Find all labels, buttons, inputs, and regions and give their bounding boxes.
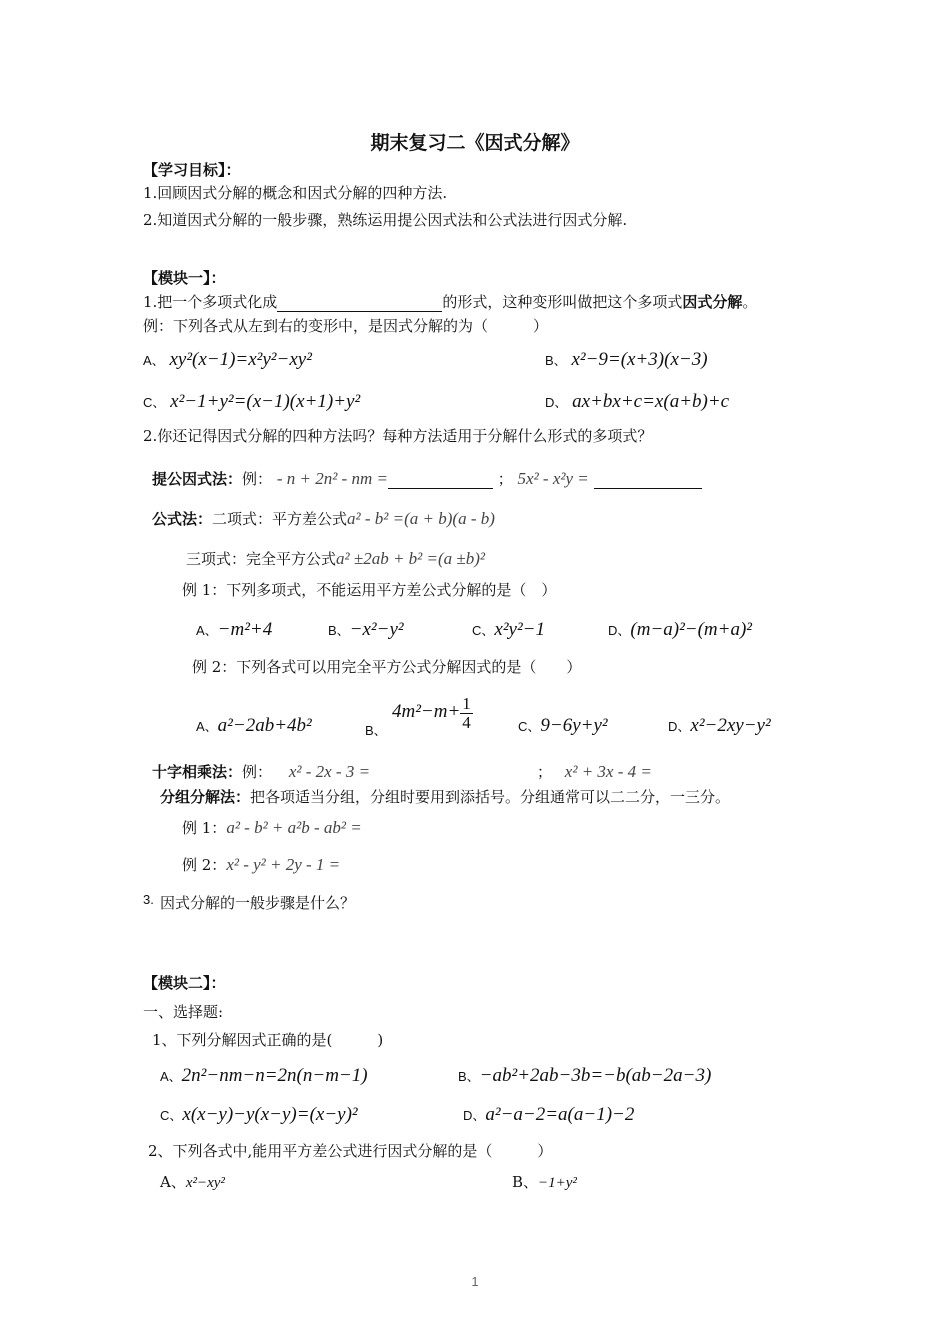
module1-q1	[143, 292, 757, 312]
ex2-option-d: D、x²−2xy−y²	[668, 715, 771, 736]
method3-expr1: x² - 2x - 3 =	[288, 762, 371, 781]
option-d: D、 ax+bx+c=x(a+b)+c	[545, 391, 730, 412]
q1-bold: 因式分解	[682, 293, 743, 311]
q1-post: 的形式，这种变形叫做把这个多项式	[442, 293, 683, 311]
method-formula-trinomial: 三项式：完全平方公式a² ±2ab + b² =(a ±b)²	[186, 549, 485, 568]
method-cross: 十字相乘法：例： x² - 2x - 3 =	[152, 762, 371, 781]
module2-section: 一、选择题:	[143, 1003, 224, 1021]
m2q1-option-d: D、a²−a−2=a(a−1)−2	[463, 1104, 635, 1125]
module2-q2-stem: 2、下列各式中,能用平方差公式进行因式分解的是（ ）	[148, 1142, 553, 1160]
m2q2-option-a: A、x²−xy²	[160, 1173, 225, 1191]
answer-blank[interactable]	[594, 470, 702, 489]
goal-item: 2.知道因式分解的一般步骤，熟练运用提公因式法和公式法进行因式分解.	[143, 211, 628, 229]
grouping-example2: 例 2：x² - y² + 2y - 1 =	[182, 855, 341, 874]
module1-example: 例：下列各式从左到右的变形中，是因式分解的为（ ）	[143, 317, 549, 335]
fraction: $\frac{1}{4}$	[462, 693, 471, 732]
goals-heading: 【学习目标】：	[143, 161, 241, 179]
ex1-option-b: B、−x²−y²	[328, 619, 404, 640]
option-c: C、 x²−1+y²=(x−1)(x+1)+y²	[143, 391, 361, 412]
example1-stem: 例 1：下列多项式，不能运用平方差公式分解的是（ ）	[182, 581, 557, 599]
q1-pre: 1.把一个多项式化成	[143, 293, 278, 311]
m2q2-option-b: B、−1+y²	[512, 1173, 577, 1191]
method3-second: ； x² + 3x - 4 =	[537, 762, 652, 781]
ex2-option-b: 4m²−m+ $\frac{1}{4}$	[392, 693, 471, 732]
diff-squares-formula: a² - b² =(a + b)(a - b)	[347, 509, 495, 528]
perfect-square-formula: a² ±2ab + b² =(a ±b)²	[336, 549, 485, 568]
ex2-option-a: A、a²−2ab+4b²	[196, 715, 312, 736]
m2q1-option-a: A、2n²−nm−n=2n(n−m−1)	[160, 1065, 368, 1086]
page-number: 1	[471, 1274, 479, 1289]
method-formula: 公式法：二项式：平方差公式a² - b² =(a + b)(a - b)	[152, 509, 495, 528]
m2q1-option-b: B、−ab²+2ab−3b=−b(ab−2a−3)	[458, 1065, 712, 1086]
ex1-option-c: C、x²y²−1	[472, 619, 545, 640]
ex1-option-a: A、−m²+4	[196, 619, 273, 640]
option-a: A、 xy²(x−1)=x²y²−xy²	[143, 349, 312, 370]
method1-expr1: - n + 2n² - nm =	[276, 469, 388, 488]
module1-q3: 因式分解的一般步骤是什么？	[160, 894, 356, 912]
q3-number: 3.	[143, 892, 154, 907]
goal-item: 1.回顾因式分解的概念和因式分解的四种方法.	[143, 184, 448, 202]
grouping-example1: 例 1：a² - b² + a²b - ab² =	[182, 818, 362, 837]
ex1-option-d: D、(m−a)²−(m+a)²	[608, 619, 752, 640]
answer-blank[interactable]	[277, 293, 442, 312]
answer-blank[interactable]	[388, 470, 493, 489]
method1-expr2: 5x² - x²y =	[517, 469, 589, 488]
method-common-factor: 提公因式法：例： - n + 2n² - nm = ； 5x² - x²y =	[152, 469, 702, 489]
example2-stem: 例 2：下列各式可以用完全平方公式分解因式的是（ ）	[192, 658, 582, 676]
page-title: 期末复习二《因式分解》	[370, 132, 580, 154]
module2-q1-stem: 1、下列分解因式正确的是( )	[152, 1031, 384, 1049]
method-grouping: 分组分解法：把各项适当分组，分组时要用到添括号。分组通常可以二二分，一三分。	[160, 788, 731, 806]
module1-q2: 2.你还记得因式分解的四种方法吗？每种方法适用于分解什么形式的多项式？	[143, 427, 653, 445]
ex2-option-c: C、9−6y+y²	[518, 715, 608, 736]
module1-heading: 【模块一】：	[143, 269, 226, 287]
ex2-option-b-label: B、	[365, 723, 387, 738]
module2-heading: 【模块二】：	[143, 974, 226, 992]
option-b: B、 x²−9=(x+3)(x−3)	[545, 349, 708, 370]
q1-end: 。	[742, 293, 758, 311]
method3-expr2: x² + 3x - 4 =	[564, 762, 652, 781]
m2q1-option-c: C、x(x−y)−y(x−y)=(x−y)²	[160, 1104, 358, 1125]
